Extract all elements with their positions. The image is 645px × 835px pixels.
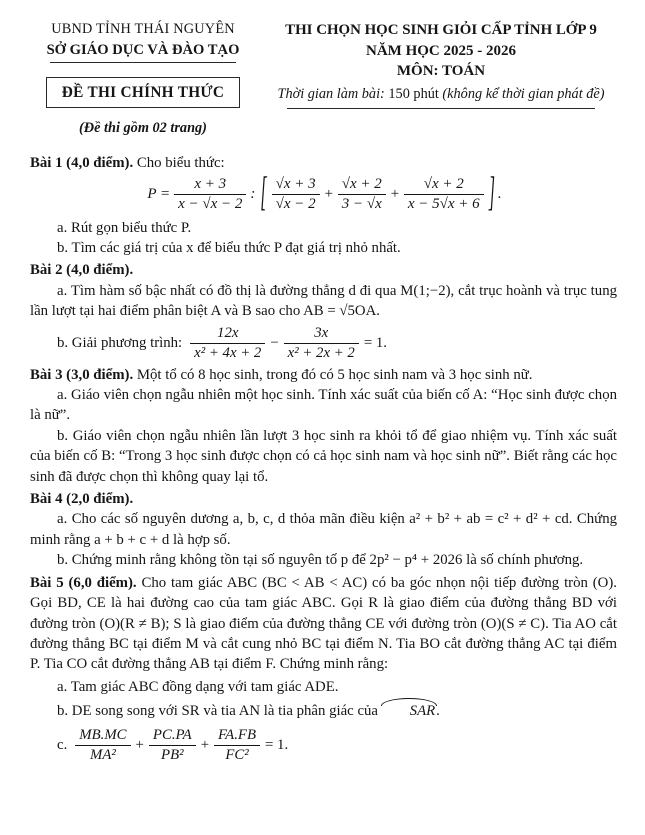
- problem-2b-label: b. Giải phương trình:: [57, 334, 183, 351]
- problem-3: [30, 365, 617, 487]
- fraction-denominator: √x − 2: [275, 196, 316, 213]
- time-paren: (không kể thời gian phát đề): [442, 85, 605, 102]
- division-colon: :: [250, 186, 256, 203]
- fraction: [147, 727, 198, 764]
- formula-lhs: P =: [147, 186, 171, 203]
- minus-sign: −: [270, 334, 279, 351]
- problem-4a: a. Cho các số nguyên dương a, b, c, d thỏa mãn điều kiện a² + b² + ab = c² + d² + cd. Chứng minh rằng a + b + c + d là hợp số.: [30, 511, 617, 548]
- subject: MÔN: TOÁN: [396, 63, 486, 80]
- fraction-denominator: PB²: [161, 746, 184, 763]
- fraction-numerator: MB.MC: [75, 727, 130, 746]
- plus-sign: +: [200, 736, 210, 753]
- problem-2a: a. Tìm hàm số bậc nhất có đồ thị là đường thẳng d đi qua M(1;−2), cắt trục hoành và trục tung lần lượt tại hai điểm phân biệt A và B sao cho AB = √5OA.: [30, 282, 617, 320]
- department-name: SỞ GIÁO DỤC VÀ ĐÀO TẠO: [46, 41, 240, 58]
- fraction-denominator: x − 5√x + 6: [407, 196, 480, 213]
- plus-sign: +: [389, 186, 400, 203]
- problem-1-heading: [30, 153, 617, 173]
- document-header: [30, 20, 617, 139]
- problem-5-label: Bài 5 (6,0 điểm).: [30, 574, 137, 591]
- fraction-numerator: √x + 3: [272, 176, 320, 195]
- fraction-numerator: 12x: [190, 325, 265, 344]
- fraction: [172, 176, 248, 214]
- fraction-denominator: MA²: [90, 746, 116, 763]
- fraction: [282, 325, 361, 362]
- time-label: Thời gian làm bài:: [277, 85, 385, 102]
- fraction-denominator: x² + 4x + 2: [194, 344, 262, 361]
- fraction: [270, 176, 322, 214]
- authority-name: UBND TỈNH THÁI NGUYÊN: [51, 21, 235, 37]
- problem-5-intro: Cho tam giác ABC (BC < AB < AC) có ba góc nhọn nội tiếp đường tròn (O). Gọi BD, CE là hai đường cao của tam giác ABC. Gọi R là giao điểm của đường thẳng BD với đường tròn (O)(R ≠ B); S là giao điểm của đường thẳng CE với đường tròn (O)(S ≠ C). Tia AO cắt đường thẳng BC tại điểm M và cắt cung nhỏ BC tại điểm N. Tia BO cắt đường thẳng AC tại điểm P. Tia CO cắt đường thẳng AB tại điểm F. Chứng minh rằng:: [30, 574, 617, 673]
- fraction-numerator: PC.PA: [149, 727, 196, 746]
- problem-1: [30, 153, 617, 259]
- problem-5-heading: [30, 573, 617, 675]
- problem-4-label: Bài 4 (2,0 điểm).: [30, 491, 134, 508]
- problem-1-label: Bài 1 (4,0 điểm).: [30, 154, 134, 171]
- equals-one: = 1.: [265, 736, 289, 753]
- fraction: [212, 727, 262, 764]
- problem-2-heading: [30, 260, 617, 280]
- header-right-underline: [287, 108, 595, 109]
- fraction-numerator: √x + 2: [404, 176, 484, 195]
- problem-5c-label: c.: [57, 736, 68, 753]
- problem-1b: b. Tìm các giá trị của x để biểu thức P đạt giá trị nhỏ nhất.: [57, 239, 401, 256]
- problem-1-formula: [30, 171, 617, 216]
- fraction-numerator: √x + 2: [338, 176, 386, 195]
- problem-4-heading: [30, 489, 617, 509]
- time-value: 150 phút: [388, 85, 439, 102]
- plus-sign: +: [323, 186, 334, 203]
- problem-2-label: Bài 2 (4,0 điểm).: [30, 262, 134, 279]
- pages-note: (Đề thi gồm 02 trang): [79, 119, 207, 136]
- problem-3a: a. Giáo viên chọn ngẫu nhiên một học sinh. Tính xác suất của biến cố A: “Học sinh được chọn là nữ”.: [30, 387, 617, 424]
- fraction-numerator: 3x: [284, 325, 359, 344]
- official-exam-box-wrap: [30, 77, 256, 108]
- problem-3-intro: Một tổ có 8 học sinh, trong đó có 5 học sinh nam và 3 học sinh nữ.: [133, 366, 533, 383]
- fraction: [336, 176, 388, 214]
- problem-5b-period: .: [436, 703, 440, 720]
- exam-body: [30, 153, 617, 764]
- official-exam-box: ĐỀ THI CHÍNH THỨC: [46, 77, 241, 108]
- open-bracket: [: [260, 171, 267, 216]
- plus-sign: +: [135, 736, 144, 753]
- school-year: NĂM HỌC 2025 - 2026: [366, 42, 516, 59]
- fraction-denominator: 3 − √x: [341, 196, 382, 213]
- fraction: [188, 325, 267, 362]
- problem-5a: a. Tam giác ABC đồng dạng với tam giác ADE.: [57, 678, 339, 695]
- formula-period: .: [497, 186, 502, 203]
- problem-3-label: Bài 3 (3,0 điểm).: [30, 366, 134, 383]
- time-note: [265, 85, 617, 105]
- problem-1a: a. Rút gọn biểu thức P.: [57, 219, 192, 236]
- fraction: [402, 176, 486, 214]
- problem-3b: b. Giáo viên chọn ngẫu nhiên lần lượt 3 học sinh ra khỏi tổ để giao nhiệm vụ. Tính xác suất của biến cố B: “Trong 3 học sinh được chọn có cả học sinh nam và học sinh nữ”. Biết rằng các học sinh đã được chọn thì không quay lại tổ.: [30, 427, 617, 485]
- fraction-denominator: x − √x − 2: [178, 196, 243, 213]
- fraction-numerator: x + 3: [174, 176, 246, 195]
- close-bracket: ]: [488, 171, 495, 216]
- problem-5: [30, 573, 617, 764]
- fraction-numerator: FA.FB: [214, 727, 260, 746]
- problem-2b: [30, 325, 617, 362]
- problem-4b: b. Chứng minh rằng không tồn tại số nguyên tố p để 2p² − p⁴ + 2026 là số chính phương.: [57, 552, 584, 569]
- header-left-authority: [30, 20, 256, 139]
- header-left-underline: [50, 62, 236, 63]
- problem-5b-text: b. DE song song với SR và tia AN là tia phân giác của: [57, 703, 382, 720]
- problem-1-intro: Cho biểu thức:: [133, 154, 225, 171]
- header-right-exam-title: [265, 20, 617, 109]
- problem-5c: [30, 727, 617, 764]
- problem-3-heading: [30, 365, 617, 385]
- exam-title: THI CHỌN HỌC SINH GIỎI CẤP TỈNH LỚP 9: [285, 22, 597, 38]
- problem-2: [30, 260, 617, 361]
- fraction: [73, 727, 132, 764]
- problem-4: [30, 489, 617, 571]
- arc-over-SAR: SAR: [382, 701, 436, 721]
- equals-one: = 1.: [363, 334, 387, 351]
- problem-5b: [30, 701, 617, 721]
- fraction-denominator: x² + 2x + 2: [287, 344, 355, 361]
- fraction-denominator: FC²: [225, 746, 249, 763]
